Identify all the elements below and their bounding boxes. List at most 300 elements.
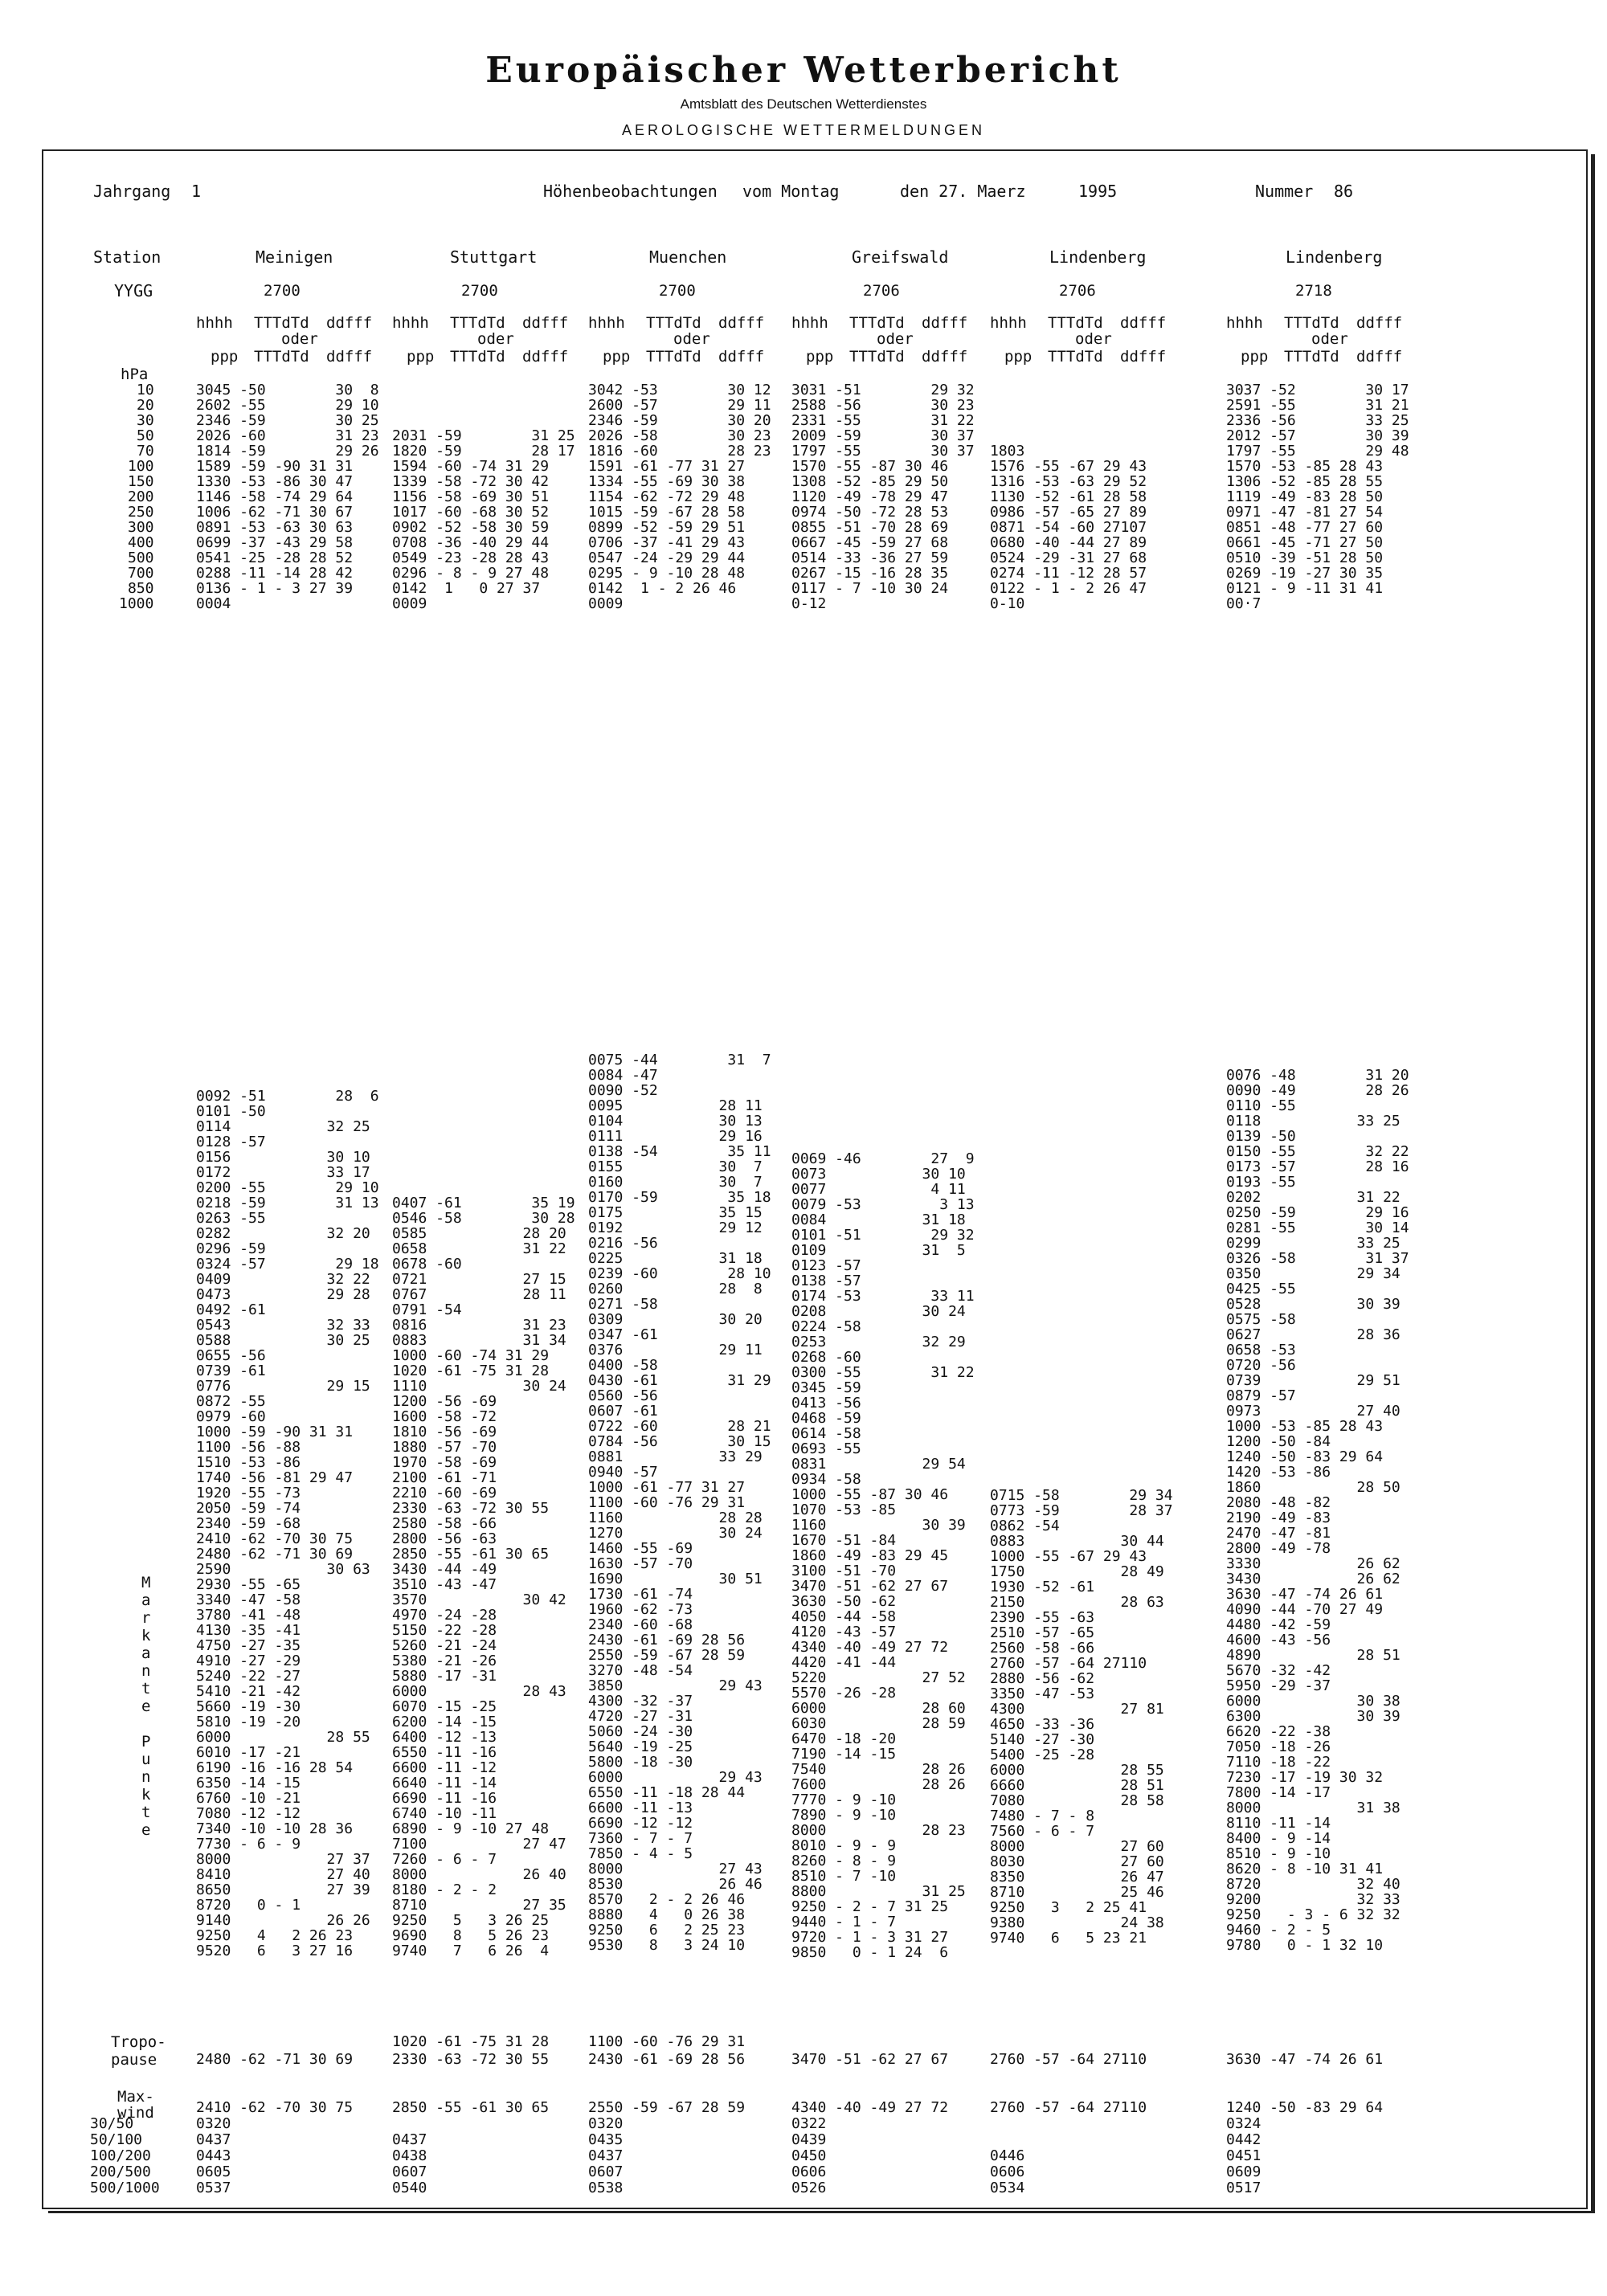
table-cell: 0549 -23 -28 28 43: [392, 549, 550, 566]
shear-cell: 0443: [196, 2147, 231, 2164]
shear-cell: 0607: [588, 2163, 624, 2180]
table-cell: 0009: [392, 595, 427, 612]
col-header-tttdtd-2: TTTdTd: [849, 348, 905, 366]
significant-point-row: 8180 - 2 - 2: [392, 1881, 497, 1898]
significant-point-row: 6000 28 55: [196, 1729, 370, 1746]
station-yygg: 2700: [659, 282, 696, 300]
markante-letter: a: [141, 1591, 151, 1609]
significant-point-row: 7600 28 26: [791, 1776, 966, 1793]
significant-point-row: 0253 32 29: [791, 1334, 966, 1350]
significant-point-row: 6000 28 60: [791, 1700, 966, 1717]
table-cell: 0142 1 0 27 37: [392, 580, 541, 597]
significant-point-row: 0260 28 8: [588, 1281, 763, 1297]
significant-point-row: 0092 -51 28 6: [196, 1088, 379, 1105]
col-header-tttdtd: TTTdTd: [646, 314, 701, 332]
nummer-value: 86: [1334, 182, 1354, 201]
significant-point-row: 3470 -51 -62 27 67: [791, 1578, 949, 1595]
col-header-tttdtd: TTTdTd: [1048, 314, 1103, 332]
significant-point-row: 0655 -56: [196, 1347, 266, 1364]
significant-point-row: 0543 32 33: [196, 1317, 370, 1334]
col-header-ddfff-2: ddfff: [718, 348, 765, 366]
significant-point-row: 0791 -54: [392, 1301, 462, 1318]
maxwind-cell: 2850 -55 -61 30 65: [392, 2099, 550, 2116]
significant-point-row: 0156 30 10: [196, 1149, 370, 1166]
significant-point-row: 0208 30 24: [791, 1303, 966, 1320]
significant-point-row: 7080 28 58: [990, 1792, 1164, 1809]
table-cell: 1330 -53 -86 30 47: [196, 473, 354, 490]
table-cell: 2336 -56 33 25: [1226, 412, 1409, 429]
table-cell: 2009 -59 30 37: [791, 427, 975, 444]
col-header-tttdtd: TTTdTd: [254, 314, 309, 332]
shear-cell: 0442: [1226, 2131, 1261, 2148]
significant-point-row: 2430 -61 -69 28 56: [588, 1632, 746, 1648]
table-cell: 1797 -55 29 48: [1226, 443, 1409, 460]
col-header-ppp: ppp: [211, 348, 239, 366]
significant-point-row: 6000 28 55: [990, 1762, 1164, 1779]
significant-point-row: 4050 -44 -58: [791, 1608, 897, 1625]
table-cell: 0136 - 1 - 3 27 39: [196, 580, 354, 597]
significant-point-row: 5640 -19 -25: [588, 1738, 693, 1755]
significant-point-row: 4750 -27 -35: [196, 1637, 301, 1654]
shear-cell: 0540: [392, 2180, 427, 2196]
significant-point-row: 6620 -22 -38: [1226, 1723, 1331, 1740]
table-cell: 0708 -36 -40 29 44: [392, 534, 550, 551]
significant-point-row: 9740 7 6 26 4: [392, 1943, 550, 1959]
page-title: Europäischer Wetterbericht: [485, 50, 1122, 91]
table-cell: 0510 -39 -51 28 50: [1226, 549, 1384, 566]
table-cell: 2012 -57 30 39: [1226, 427, 1409, 444]
significant-point-row: 8530 26 46: [588, 1876, 763, 1893]
significant-point-row: 0720 -56: [1226, 1357, 1296, 1374]
significant-point-row: 0831 29 54: [791, 1456, 966, 1473]
table-cell: 0902 -52 -58 30 59: [392, 519, 550, 536]
table-cell: 0009: [588, 595, 624, 612]
hpa-label: hPa: [121, 366, 149, 383]
significant-point-row: 0075 -44 31 7: [588, 1052, 771, 1068]
maxwind-cell: 2410 -62 -70 30 75: [196, 2099, 354, 2116]
shear-cell: 0605: [196, 2163, 231, 2180]
col-header-oder: oder: [1311, 330, 1348, 348]
significant-point-row: 2150 28 63: [990, 1594, 1164, 1611]
col-header-tttdtd-2: TTTdTd: [1048, 348, 1103, 366]
significant-point-row: 0139 -50: [1226, 1128, 1296, 1145]
shear-cell: 0437: [588, 2147, 624, 2164]
significant-point-row: 0588 30 25: [196, 1332, 370, 1349]
shear-cell: 0537: [196, 2180, 231, 2196]
station-yygg: 2700: [264, 282, 301, 300]
significant-point-row: 7770 - 9 -10: [791, 1791, 897, 1808]
significant-point-row: 0492 -61: [196, 1301, 266, 1318]
col-header-ddfff-2: ddfff: [1356, 348, 1403, 366]
table-cell: 3045 -50 30 8: [196, 382, 379, 398]
significant-point-row: 8800 31 25: [791, 1883, 966, 1900]
significant-point-row: 8000 28 23: [791, 1822, 966, 1839]
significant-point-row: 1160 30 39: [791, 1517, 966, 1534]
significant-point-row: 5260 -21 -24: [392, 1637, 497, 1654]
significant-point-row: 2190 -49 -83: [1226, 1510, 1331, 1526]
shear-cell: 0437: [196, 2131, 231, 2148]
significant-point-row: 1920 -55 -73: [196, 1485, 301, 1501]
significant-point-row: 0879 -57: [1226, 1387, 1296, 1404]
pressure-level: 150: [128, 473, 154, 490]
shear-cell: 0438: [392, 2147, 427, 2164]
maxwind-cell: 1240 -50 -83 29 64: [1226, 2099, 1384, 2116]
shear-cell: 0534: [990, 2180, 1025, 2196]
table-cell: 0851 -48 -77 27 60: [1226, 519, 1384, 536]
significant-point-row: 8570 2 - 2 26 46: [588, 1891, 746, 1908]
date: den 27. Maerz: [900, 182, 1026, 201]
jahrgang-value: 1: [191, 182, 202, 201]
significant-point-row: 1240 -50 -83 29 64: [1226, 1448, 1384, 1465]
significant-point-row: 7260 - 6 - 7: [392, 1851, 497, 1868]
shear-cell: 0446: [990, 2147, 1025, 2164]
col-header-oder: oder: [1075, 330, 1112, 348]
significant-point-row: 7230 -17 -19 30 32: [1226, 1769, 1384, 1786]
tropopause-cell: 2760 -57 -64 27110: [990, 2051, 1147, 2068]
significant-point-row: 0095 28 11: [588, 1097, 763, 1114]
col-header-ddfff-2: ddfff: [326, 348, 373, 366]
significant-point-row: 7360 - 7 - 7: [588, 1830, 693, 1847]
significant-point-row: 6470 -18 -20: [791, 1730, 897, 1747]
significant-point-row: 1000 -59 -90 31 31: [196, 1424, 354, 1440]
significant-point-row: 3630 -47 -74 26 61: [1226, 1586, 1384, 1603]
significant-point-row: 0084 -47: [588, 1067, 658, 1084]
significant-point-row: 1200 -56 -69: [392, 1393, 497, 1410]
significant-point-row: 0128 -57: [196, 1134, 266, 1150]
significant-point-row: 9250 3 2 25 41: [990, 1899, 1147, 1916]
significant-point-row: 1070 -53 -85: [791, 1501, 897, 1518]
station-yygg: 2706: [1059, 282, 1096, 300]
significant-point-row: 0776 29 15: [196, 1378, 370, 1395]
significant-point-row: 0979 -60: [196, 1408, 266, 1425]
significant-point-row: 7340 -10 -10 28 36: [196, 1820, 354, 1837]
table-cell: 1570 -55 -87 30 46: [791, 458, 949, 475]
significant-point-row: 0281 -55 30 14: [1226, 1219, 1409, 1236]
yygg-label: YYGG: [114, 281, 153, 300]
table-cell: 1306 -52 -85 28 55: [1226, 473, 1384, 490]
significant-point-row: 1860 28 50: [1226, 1479, 1401, 1496]
tropopause-cell: 2330 -63 -72 30 55: [392, 2051, 550, 2068]
significant-point-row: 8000 26 40: [392, 1866, 566, 1883]
significant-point-row: 1100 -60 -76 29 31: [588, 1494, 746, 1511]
significant-point-row: 1160 28 28: [588, 1510, 763, 1526]
significant-point-row: 0614 -58: [791, 1425, 861, 1442]
significant-point-row: 1020 -61 -75 31 28: [392, 1362, 550, 1379]
table-cell: 0267 -15 -16 28 35: [791, 565, 949, 582]
significant-point-row: 1000 -61 -77 31 27: [588, 1479, 746, 1496]
table-cell: 1119 -49 -83 28 50: [1226, 488, 1384, 505]
significant-point-row: 0076 -48 31 20: [1226, 1067, 1409, 1084]
significant-point-row: 6760 -10 -21: [196, 1790, 301, 1807]
markante-letter: e: [141, 1821, 151, 1839]
jahrgang-label: Jahrgang: [93, 182, 171, 201]
shear-cell: 0450: [791, 2147, 827, 2164]
significant-point-row: 0200 -55 29 10: [196, 1179, 379, 1196]
significant-point-row: 0560 -56: [588, 1387, 658, 1404]
significant-point-row: 9520 6 3 27 16: [196, 1943, 354, 1959]
significant-point-row: 1000 -55 -87 30 46: [791, 1486, 949, 1503]
station-name: Stuttgart: [450, 247, 538, 267]
significant-point-row: 8880 4 0 26 38: [588, 1906, 746, 1923]
significant-point-row: 6070 -15 -25: [392, 1698, 497, 1715]
significant-point-row: 0299 33 25: [1226, 1235, 1401, 1252]
col-header-ddfff: ddfff: [922, 314, 968, 332]
significant-point-row: 8400 - 9 -14: [1226, 1830, 1331, 1847]
significant-point-row: 9440 - 1 - 7: [791, 1914, 897, 1930]
significant-point-row: 0973 27 40: [1226, 1403, 1401, 1420]
col-header-ppp: ppp: [1241, 348, 1269, 366]
shear-cell: 0606: [791, 2163, 827, 2180]
significant-point-row: 1000 -55 -67 29 43: [990, 1548, 1147, 1565]
significant-point-row: 4130 -35 -41: [196, 1622, 301, 1639]
significant-point-row: 0224 -58: [791, 1318, 861, 1335]
significant-point-row: 0090 -49 28 26: [1226, 1082, 1409, 1099]
significant-point-row: 0084 31 18: [791, 1211, 966, 1228]
shear-label: 500/1000: [90, 2180, 160, 2196]
significant-point-row: 2390 -55 -63: [990, 1609, 1095, 1626]
table-cell: 1339 -58 -72 30 42: [392, 473, 550, 490]
significant-point-row: 0575 -58: [1226, 1311, 1296, 1328]
significant-point-row: 0627 28 36: [1226, 1326, 1401, 1343]
tropopause-cell: 3630 -47 -74 26 61: [1226, 2051, 1384, 2068]
significant-point-row: 1100 -56 -88: [196, 1439, 301, 1456]
significant-point-row: 0721 27 15: [392, 1271, 566, 1288]
col-header-hhhh: hhhh: [588, 314, 625, 332]
significant-point-row: 0192 29 12: [588, 1219, 763, 1236]
page-subtitle: Amtsblatt des Deutschen Wetterdienstes: [680, 96, 927, 112]
significant-point-row: 8710 25 46: [990, 1884, 1164, 1901]
shear-cell: 0320: [588, 2115, 624, 2132]
col-header-tttdtd: TTTdTd: [450, 314, 505, 332]
significant-point-row: 3430 -44 -49: [392, 1561, 497, 1578]
shear-cell: 0439: [791, 2131, 827, 2148]
significant-point-row: 0155 30 7: [588, 1158, 763, 1175]
significant-point-row: 6690 -11 -16: [392, 1790, 497, 1807]
col-header-tttdtd-2: TTTdTd: [450, 348, 505, 366]
significant-point-row: 2850 -55 -61 30 65: [392, 1546, 550, 1563]
significant-point-row: 0658 -53: [1226, 1342, 1296, 1358]
shear-cell: 0451: [1226, 2147, 1261, 2164]
significant-point-row: 8720 32 40: [1226, 1876, 1401, 1893]
table-cell: 1015 -59 -67 28 58: [588, 504, 746, 521]
significant-point-row: 1600 -58 -72: [392, 1408, 497, 1425]
significant-point-row: 9250 - 2 - 7 31 25: [791, 1898, 949, 1915]
significant-point-row: 8510 - 7 -10: [791, 1868, 897, 1885]
table-cell: 1006 -62 -71 30 67: [196, 504, 354, 521]
table-cell: 3031 -51 29 32: [791, 382, 975, 398]
significant-point-row: 7100 27 47: [392, 1836, 566, 1853]
table-cell: 1594 -60 -74 31 29: [392, 458, 550, 475]
table-cell: 0541 -25 -28 28 52: [196, 549, 354, 566]
significant-point-row: 6190 -16 -16 28 54: [196, 1759, 354, 1776]
significant-point-row: 3100 -51 -70: [791, 1563, 897, 1579]
significant-point-row: 5570 -26 -28: [791, 1685, 897, 1702]
col-header-tttdtd-2: TTTdTd: [1284, 348, 1339, 366]
pressure-level: 250: [128, 504, 154, 521]
table-cell: 1570 -53 -85 28 43: [1226, 458, 1384, 475]
markante-letter: k: [141, 1786, 151, 1804]
significant-point-row: 0174 -53 33 11: [791, 1288, 975, 1305]
significant-point-row: 5800 -18 -30: [588, 1754, 693, 1771]
significant-point-row: 0138 -57: [791, 1273, 861, 1289]
significant-point-row: 5240 -22 -27: [196, 1668, 301, 1685]
significant-point-row: 2340 -60 -68: [588, 1616, 693, 1633]
table-cell: 0899 -52 -59 29 51: [588, 519, 746, 536]
significant-point-row: 0282 32 20: [196, 1225, 370, 1242]
significant-point-row: 0784 -56 30 15: [588, 1433, 771, 1450]
significant-point-row: 1730 -61 -74: [588, 1586, 693, 1603]
significant-point-row: 9250 - 3 - 6 32 32: [1226, 1906, 1401, 1923]
observation-type: Höhenbeobachtungen: [543, 182, 718, 201]
pressure-level: 700: [128, 565, 154, 582]
significant-point-row: 9690 8 5 26 23: [392, 1927, 550, 1944]
tropopause-cell: 1100 -60 -76 29 31: [588, 2033, 746, 2050]
significant-point-row: 7110 -18 -22: [1226, 1754, 1331, 1771]
significant-point-row: 0528 30 39: [1226, 1296, 1401, 1313]
significant-point-row: 8260 - 8 - 9: [791, 1853, 897, 1869]
tropopause-label-1: Tropo-: [111, 2033, 166, 2051]
significant-point-row: 2930 -55 -65: [196, 1576, 301, 1593]
shear-cell: 0607: [392, 2163, 427, 2180]
significant-point-row: 5140 -27 -30: [990, 1731, 1095, 1748]
significant-point-row: 2880 -56 -62: [990, 1670, 1095, 1687]
table-cell: 0004: [196, 595, 231, 612]
shear-cell: 0437: [392, 2131, 427, 2148]
table-cell: 0288 -11 -14 28 42: [196, 565, 354, 582]
significant-point-row: 9530 8 3 24 10: [588, 1937, 746, 1954]
significant-point-row: 8650 27 39: [196, 1881, 370, 1898]
col-header-hhhh: hhhh: [196, 314, 233, 332]
significant-point-row: 0218 -59 31 13: [196, 1195, 379, 1211]
markante-letter: t: [141, 1804, 151, 1821]
table-cell: 0706 -37 -41 29 43: [588, 534, 746, 551]
significant-point-row: 0324 -57 29 18: [196, 1256, 379, 1273]
significant-point-row: 5670 -32 -42: [1226, 1662, 1331, 1679]
table-cell: 0986 -57 -65 27 89: [990, 504, 1147, 521]
station-name: Lindenberg: [1286, 247, 1383, 267]
significant-point-row: 5950 -29 -37: [1226, 1677, 1331, 1694]
significant-point-row: 1270 30 24: [588, 1525, 763, 1542]
section-title: AEROLOGISCHE WETTERMELDUNGEN: [621, 122, 986, 138]
significant-point-row: 2800 -49 -78: [1226, 1540, 1331, 1557]
significant-point-row: 3430 26 62: [1226, 1571, 1401, 1587]
significant-point-row: 1000 -53 -85 28 43: [1226, 1418, 1384, 1435]
significant-point-row: 0079 -53 3 13: [791, 1196, 975, 1213]
significant-point-row: 0693 -55: [791, 1440, 861, 1457]
table-cell: 0-12: [791, 595, 827, 612]
significant-point-row: 0114 32 25: [196, 1118, 370, 1135]
significant-point-row: 9250 5 3 26 25: [392, 1912, 550, 1929]
significant-point-row: 3330 26 62: [1226, 1555, 1401, 1572]
significant-point-row: 0172 33 17: [196, 1164, 370, 1181]
tropopause-label-2: pause: [111, 2051, 157, 2069]
significant-point-row: 4300 -32 -37: [588, 1693, 693, 1710]
table-cell: 2026 -60 31 23: [196, 427, 379, 444]
table-cell: 0547 -24 -29 29 44: [588, 549, 746, 566]
station-yygg: 2706: [863, 282, 900, 300]
pressure-level: 1000: [119, 595, 154, 612]
significant-point-row: 0101 -50: [196, 1103, 266, 1120]
significant-point-row: 0271 -58: [588, 1296, 658, 1313]
table-cell: 1576 -55 -67 29 43: [990, 458, 1147, 475]
significant-point-row: 9850 0 - 1 24 6: [791, 1944, 949, 1961]
table-cell: 1797 -55 30 37: [791, 443, 975, 460]
significant-point-row: 0225 31 18: [588, 1250, 763, 1267]
significant-point-row: 3850 29 43: [588, 1677, 763, 1694]
table-cell: 0699 -37 -43 29 58: [196, 534, 354, 551]
table-cell: 0667 -45 -59 27 68: [791, 534, 949, 551]
col-header-tttdtd-2: TTTdTd: [646, 348, 701, 366]
col-header-hhhh: hhhh: [791, 314, 828, 332]
tropopause-cell: 3470 -51 -62 27 67: [791, 2051, 949, 2068]
significant-point-row: 0150 -55 32 22: [1226, 1143, 1409, 1160]
significant-point-row: 2330 -63 -72 30 55: [392, 1500, 550, 1517]
significant-point-row: 6660 28 51: [990, 1777, 1164, 1794]
markante-letter: k: [141, 1627, 151, 1644]
significant-point-row: 0767 28 11: [392, 1286, 566, 1303]
table-cell: 0524 -29 -31 27 68: [990, 549, 1147, 566]
significant-point-row: 1670 -51 -84: [791, 1532, 897, 1549]
significant-point-row: 0468 -59: [791, 1410, 861, 1427]
table-cell: 0269 -19 -27 30 35: [1226, 565, 1384, 582]
table-cell: 0142 1 - 2 26 46: [588, 580, 737, 597]
significant-point-row: 2800 -56 -63: [392, 1530, 497, 1547]
significant-point-row: 7190 -14 -15: [791, 1746, 897, 1763]
table-cell: 0891 -53 -63 30 63: [196, 519, 354, 536]
table-cell: 0295 - 9 -10 28 48: [588, 565, 746, 582]
significant-point-row: 8000 27 60: [990, 1838, 1164, 1855]
significant-point-row: 6890 - 9 -10 27 48: [392, 1820, 550, 1837]
table-cell: 2346 -59 30 25: [196, 412, 379, 429]
table-cell: 0121 - 9 -11 31 41: [1226, 580, 1384, 597]
pressure-level: 30: [137, 412, 154, 429]
table-cell: 1334 -55 -69 30 38: [588, 473, 746, 490]
significant-point-row: 4720 -27 -31: [588, 1708, 693, 1725]
significant-point-row: 0715 -58 29 34: [990, 1487, 1173, 1504]
table-cell: 3042 -53 30 12: [588, 382, 771, 398]
shear-label: 50/100: [90, 2131, 143, 2148]
table-cell: 1146 -58 -74 29 64: [196, 488, 354, 505]
col-header-oder: oder: [281, 330, 318, 348]
shear-cell: 0526: [791, 2180, 827, 2196]
significant-point-row: 3570 30 42: [392, 1591, 566, 1608]
significant-point-row: 7890 - 9 -10: [791, 1807, 897, 1824]
significant-point-row: 6690 -12 -12: [588, 1815, 693, 1832]
pressure-level: 50: [137, 427, 154, 444]
pressure-level: 500: [128, 549, 154, 566]
significant-point-row: 7850 - 4 - 5: [588, 1845, 693, 1862]
significant-point-row: 8620 - 8 -10 31 41: [1226, 1861, 1384, 1877]
table-cell: 2346 -59 30 20: [588, 412, 771, 429]
significant-point-row: 5380 -21 -26: [392, 1653, 497, 1669]
col-header-ddfff: ddfff: [718, 314, 765, 332]
shear-cell: 0320: [196, 2115, 231, 2132]
significant-point-row: 8110 -11 -14: [1226, 1815, 1331, 1832]
significant-point-row: 9140 26 26: [196, 1912, 370, 1929]
station-yygg: 2700: [461, 282, 498, 300]
significant-point-row: 6200 -14 -15: [392, 1714, 497, 1730]
significant-point-row: 3510 -43 -47: [392, 1576, 497, 1593]
year: 1995: [1078, 182, 1118, 201]
significant-point-row: 6010 -17 -21: [196, 1744, 301, 1761]
station-yygg: 2718: [1295, 282, 1332, 300]
col-header-oder: oder: [877, 330, 914, 348]
significant-point-row: 0872 -55: [196, 1393, 266, 1410]
significant-point-row: 6740 -10 -11: [392, 1805, 497, 1822]
significant-point-row: 0350 29 34: [1226, 1265, 1401, 1282]
shear-label: 100/200: [90, 2147, 151, 2164]
significant-point-row: 6600 -11 -13: [588, 1800, 693, 1816]
